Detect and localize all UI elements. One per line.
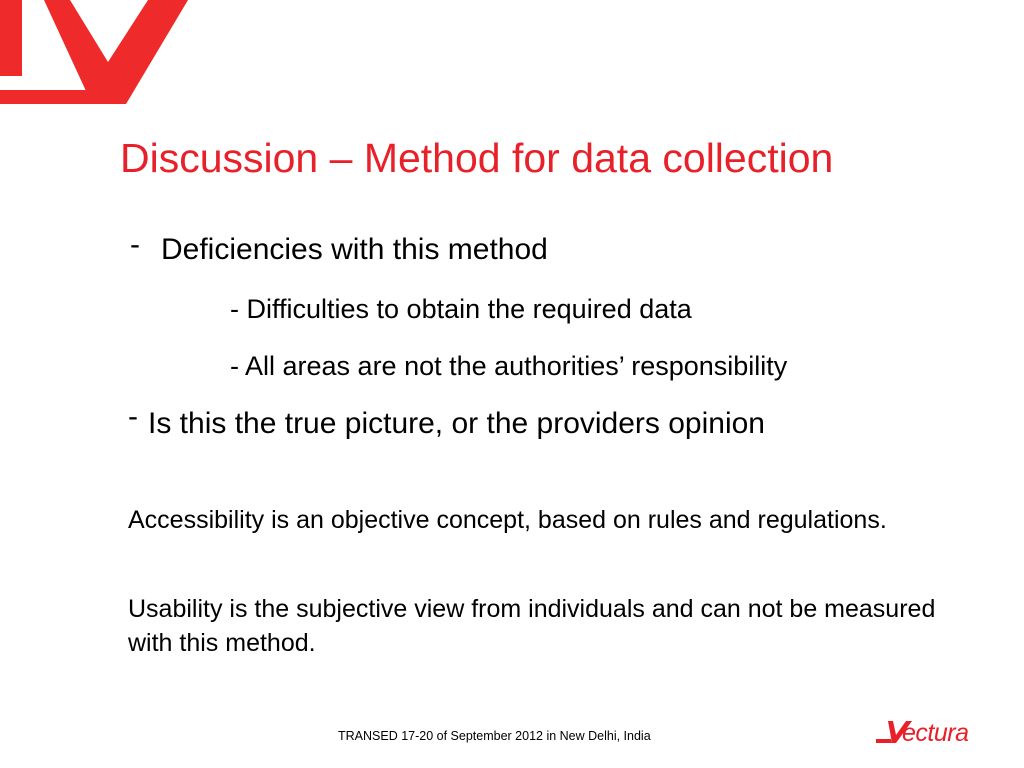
bullet-dash: - bbox=[130, 228, 140, 261]
bullet-text: Is this the true picture, or the providers opinion bbox=[148, 407, 765, 440]
slide-title: Discussion – Method for data collection bbox=[120, 135, 834, 181]
sub-item-areas: - All areas are not the authorities’ responsibility bbox=[230, 351, 788, 381]
corner-v-logo bbox=[0, 0, 190, 110]
paragraph-accessibility: Accessibility is an objective concept, based on rules and regulations. bbox=[128, 506, 887, 534]
vectura-logo bbox=[876, 718, 1000, 748]
paragraph-usability: Usability is the subjective view from individuals and can not be measured with this method. bbox=[128, 595, 936, 657]
footer-text: TRANSED 17-20 of September 2012 in New Delhi, India bbox=[338, 729, 651, 743]
bullet-dash: - bbox=[128, 400, 138, 433]
bullet-text: Deficiencies with this method bbox=[161, 233, 548, 266]
vectura-logo-text: ectura bbox=[902, 719, 969, 747]
sub-item-difficulties: - Difficulties to obtain the required data bbox=[230, 294, 692, 324]
